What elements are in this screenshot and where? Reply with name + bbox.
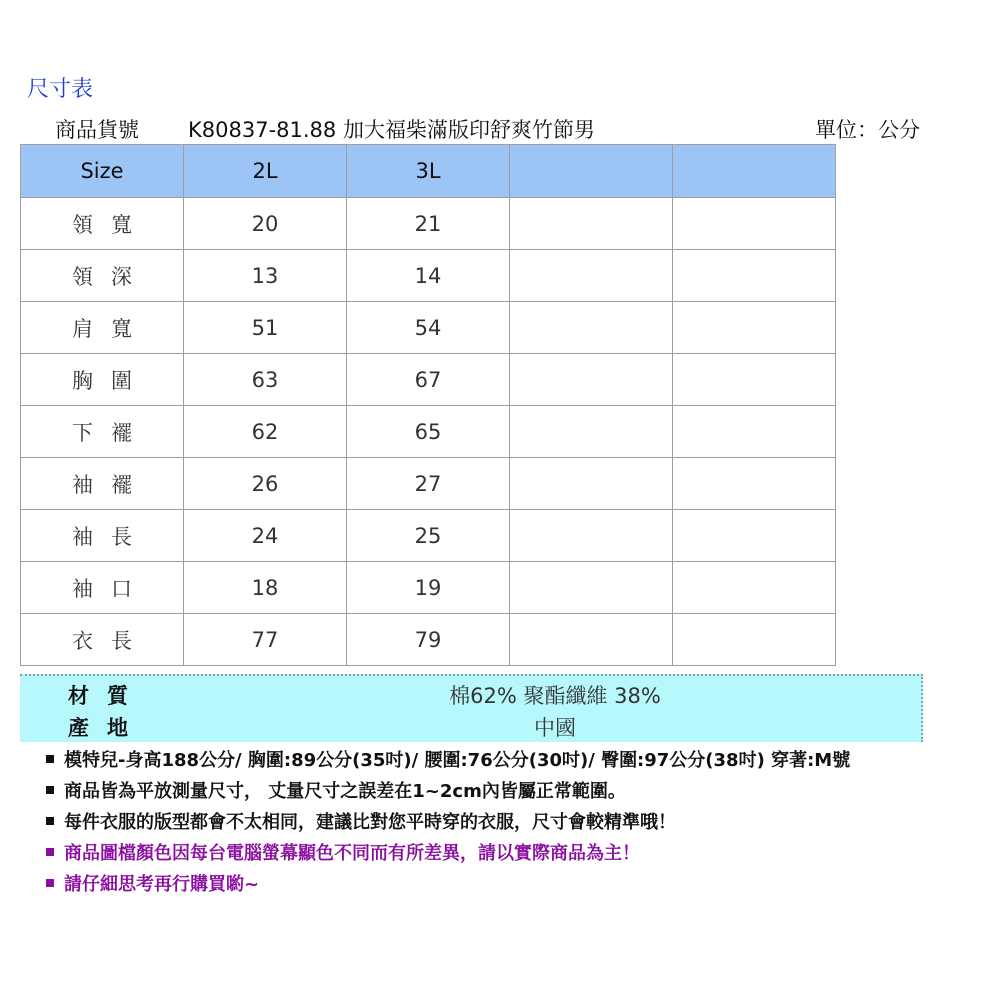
square-bullet-icon: [46, 848, 54, 856]
table-cell: [510, 458, 673, 510]
table-cell: [673, 250, 836, 302]
measurement-label: 領寬: [21, 198, 184, 250]
note-text: 商品皆為平放測量尺寸， 丈量尺寸之誤差在1~2cm內皆屬正常範圍。: [64, 781, 626, 802]
table-row: [21, 510, 836, 562]
table-cell: 25: [347, 510, 510, 562]
product-info-row: [55, 114, 920, 144]
table-row: [21, 302, 836, 354]
table-row: [21, 406, 836, 458]
table-cell: 65: [347, 406, 510, 458]
table-cell: [510, 562, 673, 614]
table-cell: [510, 302, 673, 354]
square-bullet-icon: [46, 817, 54, 825]
square-bullet-icon: [46, 755, 54, 763]
table-cell: [510, 354, 673, 406]
note-text: 商品圖檔顏色因每台電腦螢幕顯色不同而有所差異，請以實際商品為主！: [64, 843, 640, 864]
note-text: 每件衣服的版型都會不太相同，建議比對您平時穿的衣服，尺寸會較精準哦！: [64, 812, 676, 833]
table-row: [21, 562, 836, 614]
column-header-3l: 3L: [347, 145, 510, 198]
table-cell: [673, 302, 836, 354]
table-cell: 19: [347, 562, 510, 614]
material-origin-panel: [20, 674, 923, 742]
unit-label: 單位：公分: [815, 118, 920, 142]
measurement-label: 領深: [21, 250, 184, 302]
product-code-value: K80837-81.88 加大福柴滿版印舒爽竹節男: [188, 118, 595, 142]
table-cell: 79: [347, 614, 510, 666]
table-row: [21, 354, 836, 406]
table-cell: [673, 406, 836, 458]
table-cell: 24: [184, 510, 347, 562]
square-bullet-icon: [46, 786, 54, 794]
table-cell: 54: [347, 302, 510, 354]
note-item: [46, 869, 850, 900]
table-cell: 13: [184, 250, 347, 302]
material-label: 材質: [68, 684, 146, 708]
size-table: [20, 144, 836, 666]
table-cell: [673, 198, 836, 250]
table-cell: 77: [184, 614, 347, 666]
product-code-label: 商品貨號: [55, 118, 139, 142]
column-header-empty: [510, 145, 673, 198]
measurement-label: 袖口: [21, 562, 184, 614]
table-cell: [673, 510, 836, 562]
note-item: [46, 807, 850, 838]
table-cell: [510, 614, 673, 666]
origin-label: 產地: [68, 716, 146, 740]
table-cell: [673, 354, 836, 406]
table-cell: [673, 458, 836, 510]
note-item: [46, 776, 850, 807]
table-row: [21, 458, 836, 510]
column-header-empty: [673, 145, 836, 198]
table-cell: [510, 510, 673, 562]
notes-list: [46, 745, 850, 900]
material-value: 棉62% 聚酯纖維 38%: [449, 684, 661, 708]
measurement-label: 肩寬: [21, 302, 184, 354]
table-cell: 14: [347, 250, 510, 302]
size-table-header-row: [21, 145, 836, 198]
table-row: [21, 614, 836, 666]
table-cell: [510, 198, 673, 250]
measurement-label: 胸圍: [21, 354, 184, 406]
origin-value: 中國: [534, 716, 576, 740]
table-cell: [673, 562, 836, 614]
table-row: [21, 198, 836, 250]
note-text: 請仔細思考再行購買喲~: [64, 874, 260, 895]
table-cell: 67: [347, 354, 510, 406]
table-cell: 27: [347, 458, 510, 510]
measurement-label: 袖襬: [21, 458, 184, 510]
note-text: 模特兒-身高188公分/ 胸圍:89公分(35吋)/ 腰圍:76公分(30吋)/ 臀圍:97公分(38吋) 穿著:M號: [64, 750, 851, 771]
table-cell: 51: [184, 302, 347, 354]
measurement-label: 衣長: [21, 614, 184, 666]
size-chart-title: 尺寸表: [27, 77, 94, 102]
square-bullet-icon: [46, 879, 54, 887]
column-header-size: Size: [21, 145, 184, 198]
measurement-label: 袖長: [21, 510, 184, 562]
table-cell: 21: [347, 198, 510, 250]
table-cell: [510, 406, 673, 458]
table-row: [21, 250, 836, 302]
note-item: [46, 838, 850, 869]
table-cell: 20: [184, 198, 347, 250]
column-header-2l: 2L: [184, 145, 347, 198]
note-item: [46, 745, 850, 776]
table-cell: [510, 250, 673, 302]
table-cell: 18: [184, 562, 347, 614]
table-cell: 26: [184, 458, 347, 510]
measurement-label: 下襬: [21, 406, 184, 458]
table-cell: [673, 614, 836, 666]
table-cell: 63: [184, 354, 347, 406]
table-cell: 62: [184, 406, 347, 458]
